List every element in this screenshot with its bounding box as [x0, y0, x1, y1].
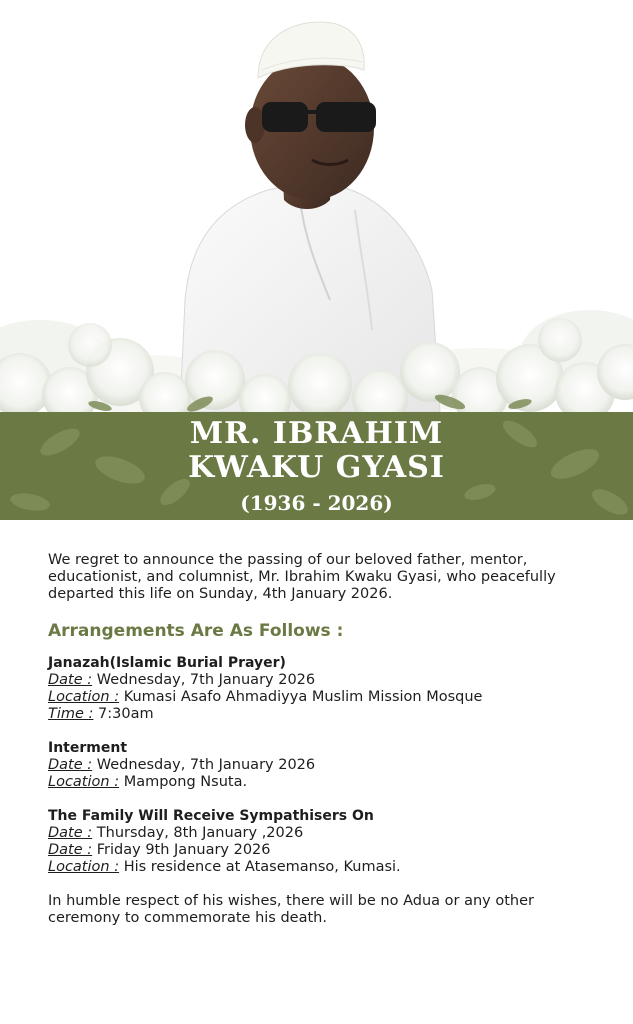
janazah-date: Wednesday, 7th January 2026 [96, 672, 316, 688]
sympathisers-date1-row [48, 825, 608, 842]
interment-location-label: Location : [48, 774, 120, 790]
intro-paragraph: We regret to announce the passing of our beloved father, mentor, educationist, and columnist, Mr. Ibrahim Kwaku Gyasi, who peacefully departed this life on Sunday, 4th January 2026. [48, 552, 556, 602]
deceased-name-line-2: KWAKU GYASI [188, 450, 445, 485]
interment-location: Mampong Nsuta. [123, 774, 248, 790]
arrangements-heading: Arrangements Are As Follows : [48, 621, 344, 641]
sympathisers-section [48, 808, 608, 876]
interment-section [48, 740, 608, 791]
sympathisers-location-row [48, 859, 608, 876]
interment-title: Interment [48, 740, 128, 756]
interment-location-row [48, 774, 608, 791]
name-banner [0, 412, 633, 520]
janazah-section [48, 655, 608, 723]
sympathisers-date2-label: Date : [48, 842, 93, 858]
interment-date-label: Date : [48, 757, 93, 773]
sympathisers-date2-row [48, 842, 608, 859]
janazah-time-row [48, 706, 608, 723]
sympathisers-date1-label: Date : [48, 825, 93, 841]
janazah-time: 7:30am [98, 706, 154, 722]
portrait-illustration [0, 0, 633, 412]
sympathisers-location: His residence at Atasemanso, Kumasi. [123, 859, 401, 875]
janazah-date-row [48, 672, 608, 689]
deceased-name-line-1: MR. IBRAHIM [189, 416, 444, 451]
sympathisers-date2: Friday 9th January 2026 [96, 842, 271, 858]
announcement-body [48, 552, 608, 927]
portrait-photo [0, 0, 633, 412]
interment-date-row [48, 757, 608, 774]
sympathisers-date1: Thursday, 8th January ,2026 [96, 825, 304, 841]
interment-date: Wednesday, 7th January 2026 [96, 757, 316, 773]
closing-paragraph: In humble respect of his wishes, there will be no Adua or any other ceremony to commemorate his death. [48, 893, 534, 926]
janazah-title: Janazah(Islamic Burial Prayer) [48, 655, 286, 671]
janazah-location: Kumasi Asafo Ahmadiyya Muslim Mission Mosque [123, 689, 483, 705]
janazah-date-label: Date : [48, 672, 93, 688]
janazah-time-label: Time : [48, 706, 94, 722]
sympathisers-title: The Family Will Receive Sympathisers On [48, 808, 374, 824]
sympathisers-location-label: Location : [48, 859, 120, 875]
life-years: (1936 - 2026) [240, 491, 393, 515]
janazah-location-label: Location : [48, 689, 120, 705]
janazah-location-row [48, 689, 608, 706]
